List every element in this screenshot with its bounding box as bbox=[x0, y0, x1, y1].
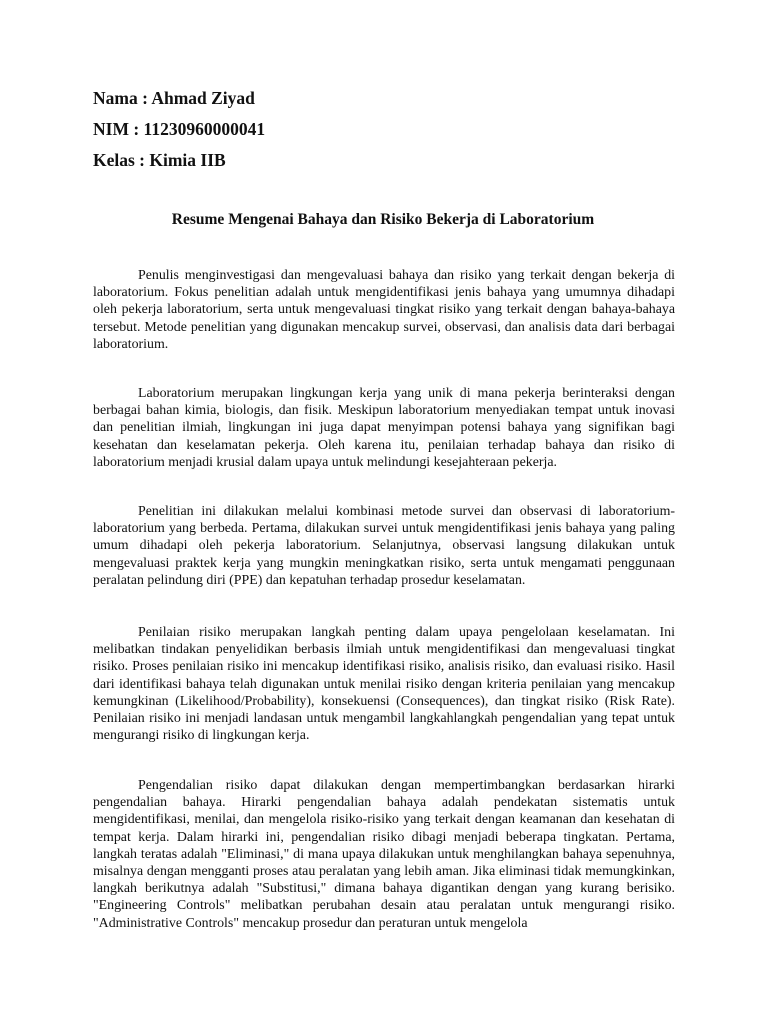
paragraph-1: Penulis menginvestigasi dan mengevaluasi bahaya dan risiko yang terkait dengan bekerja di laboratorium. Fokus penelitian adalah untuk mengidentifikasi jenis bahaya yang umumnya dihadapi oleh pekerja laboratorium, serta untuk mengevaluasi tingkat risiko yang terkait dengan bahaya-bahaya tersebut. Metode penelitian yang digunakan mencakup survei, observasi, dan analisis data dari berbagai laboratorium. bbox=[93, 268, 675, 352]
paragraph-5: Pengendalian risiko dapat dilakukan dengan mempertimbangkan berdasarkan hirarki pengendalian bahaya. Hirarki pengendalian bahaya adalah pendekatan sistematis untuk mengidentifikasi, menilai, dan mengelola risiko-risiko yang terkait dengan keamanan dan kesehatan di tempat kerja. Dalam hirarki ini, pengendalian risiko dibagi menjadi beberapa tingkatan. Pertama, langkah teratas adalah "Eliminasi," di mana upaya dilakukan untuk menghilangkan bahaya sepenuhnya, misalnya dengan mengganti proses atau peralatan yang lebih aman. Jika eliminasi tidak memungkinkan, langkah berikutnya adalah "Substitusi," dimana bahaya digantikan dengan yang kurang berisiko. "Engineering Controls" melibatkan perubahan desain atau peralatan untuk mengurangi risiko. "Administrative Controls" mencakup prosedur dan peraturan untuk mengelola bbox=[93, 778, 675, 931]
student-name: Nama : Ahmad Ziyad bbox=[93, 88, 255, 108]
document-title: Resume Mengenai Bahaya dan Risiko Bekerja di Laboratorium bbox=[171, 211, 595, 228]
paragraph-4: Penilaian risiko merupakan langkah penting dalam upaya pengelolaan keselamatan. Ini melibatkan tindakan penyelidikan berbasis ilmiah untuk mengidentifikasi dan mengevaluasi tingkat risiko. Proses penilaian risiko ini mencakup identifikasi risiko, analisis risiko, dan evaluasi risiko. Hasil dari identifikasi bahaya telah digunakan untuk menilai risiko dengan kriteria penilaian yang mencakup kemungkinan (Likelihood/Probability), konsekuensi (Consequences), dan tingkat risiko (Risk Rate). Penilaian risiko ini menjadi landasan untuk mengambil langkahlangkah pengendalian yang tepat untuk mengurangi risiko di lingkungan kerja. bbox=[93, 625, 675, 744]
paragraph-2: Laboratorium merupakan lingkungan kerja yang unik di mana pekerja berinteraksi dengan berbagai bahan kimia, biologis, dan fisik. Meskipun laboratorium menyediakan tempat untuk inovasi dan penelitian ilmiah, lingkungan ini juga dapat menyimpan potensi bahaya yang signifikan bagi kesehatan dan keselamatan pekerja. Oleh karena itu, penilaian terhadap bahaya dan risiko di laboratorium menjadi krusial dalam upaya untuk melindungi kesejahteraan pekerja. bbox=[93, 386, 675, 470]
student-class: Kelas : Kimia IIB bbox=[93, 150, 226, 170]
student-info-header bbox=[93, 86, 693, 179]
student-nim: NIM : 11230960000041 bbox=[93, 119, 266, 139]
paragraph-3: Penelitian ini dilakukan melalui kombinasi metode survei dan observasi di laboratorium-laboratorium yang berbeda. Pertama, dilakukan survei untuk mengidentifikasi jenis bahaya yang paling umum dihadapi oleh pekerja laboratorium. Selanjutnya, observasi langsung dilakukan untuk mengevaluasi praktek kerja yang mungkin meningkatkan risiko, serta untuk mengamati penggunaan peralatan pelindung diri (PPE) dan kepatuhan terhadap prosedur keselamatan. bbox=[93, 504, 675, 588]
